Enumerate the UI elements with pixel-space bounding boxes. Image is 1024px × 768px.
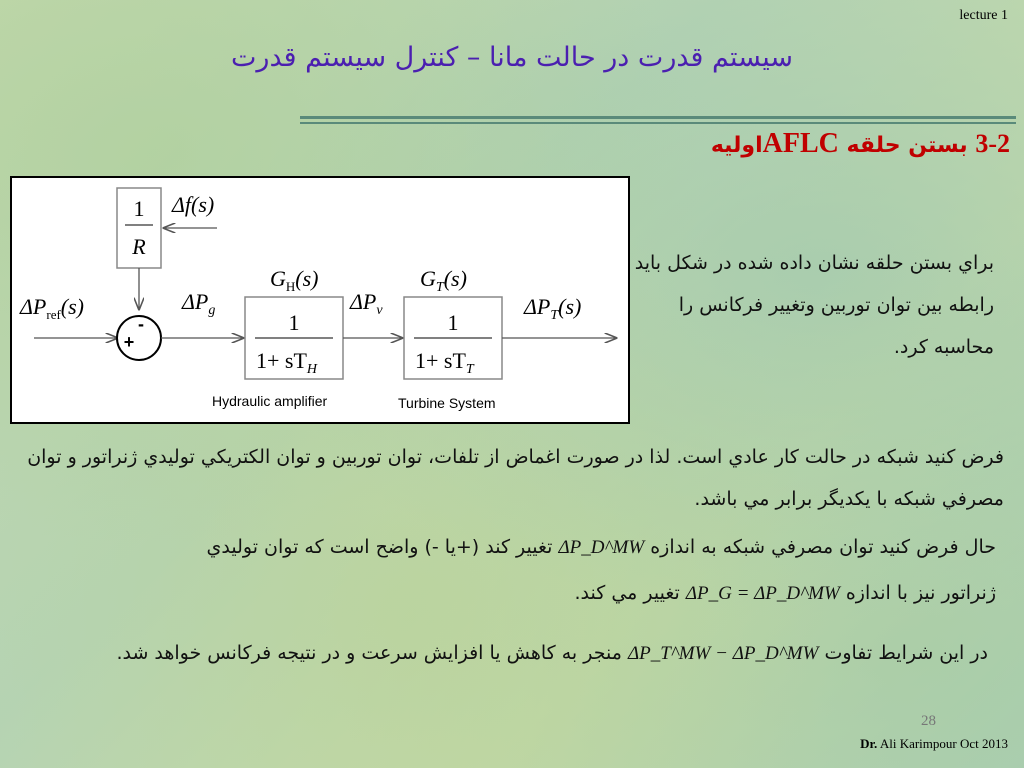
lecture-tag: lecture 1 [959, 8, 1008, 23]
p5-text-a: در اين شرايط تفاوت [824, 642, 988, 664]
gt-label: $G_T(s)$ [420, 266, 467, 295]
p5-math: ΔP_T^MW − ΔP_D^MW [627, 643, 819, 664]
p4-text-b: تغيير مي کند. [574, 582, 680, 604]
gain-denominator: R [132, 234, 146, 259]
section-title-aflc: AFLC [762, 128, 839, 159]
slide-title: سيستم قدرت در حالت مانا – کنترل سيستم قدرت [231, 42, 793, 73]
paragraph-assumption: فرض کنيد شبکه در حالت کار عادي است. لذا در صورت اغماض از تلفات، توان توربين و توان الکتريکي توليدي ژنراتور و توان مصرفي شبکه با يکديگر برابر مي باشد. [27, 446, 1004, 510]
p3-text-b: تغيير کند (+يا -) واضح است که توان توليدي [206, 536, 553, 558]
title-divider-bottom [300, 122, 1016, 124]
turbine-denominator: $1+ sT_T$ [415, 348, 474, 377]
gain-numerator: 1 [133, 196, 145, 221]
footer-author [860, 736, 1008, 752]
paragraph-load-change [96, 526, 996, 569]
section-number: 3-2 [975, 129, 1010, 158]
page-number: 28 [921, 713, 936, 729]
section-heading [711, 128, 1010, 160]
input-label: $\Delta P_{ref}(s)$ [20, 294, 85, 322]
hydraulic-numerator: 1 [288, 310, 300, 335]
hydraulic-denominator: $1+ sT_H$ [256, 348, 318, 377]
section-title-part2: اوليه [710, 133, 763, 158]
turbine-caption: Turbine System [398, 395, 496, 411]
p4-text-a: ژنراتور نيز با اندازه [845, 582, 996, 604]
author-prefix: Dr. [860, 736, 878, 751]
pg-label: $\Delta P_g$ [182, 289, 216, 318]
gh-label: $G_H(s)$ [270, 266, 319, 294]
paragraph-intro: براي بستن حلقه نشان داده شده در شکل بايد رابطه بين توان توربين وتغيير فرکانس را محاسبه کرد. [634, 252, 994, 358]
p3-text-a: حال فرض کنيد توان مصرفي شبکه به اندازه [650, 536, 996, 558]
p3-math: ΔP_D^MW [558, 537, 645, 558]
paragraph-generator-change [96, 572, 996, 615]
sum-minus-sign: - [138, 314, 144, 334]
freq-label: Δf(s) [172, 192, 215, 217]
author-name: Ali Karimpour Oct 2013 [879, 736, 1008, 751]
hydraulic-caption: Hydraulic amplifier [212, 393, 328, 409]
block-diagram [10, 176, 630, 424]
paragraph-frequency-result [0, 632, 988, 675]
p4-math: ΔP_G = ΔP_D^MW [685, 583, 840, 604]
section-title-part1: بستن حلقه [846, 133, 968, 158]
pv-label: $\Delta P_v$ [350, 289, 383, 318]
turbine-numerator: 1 [447, 310, 459, 335]
title-divider-top [300, 116, 1016, 119]
sum-plus-sign: + [123, 332, 135, 352]
output-label: $\Delta P_T(s)$ [524, 294, 582, 323]
p5-text-b: منجر به کاهش يا افزايش سرعت و در نتيجه فرکانس خواهد شد. [116, 642, 622, 664]
